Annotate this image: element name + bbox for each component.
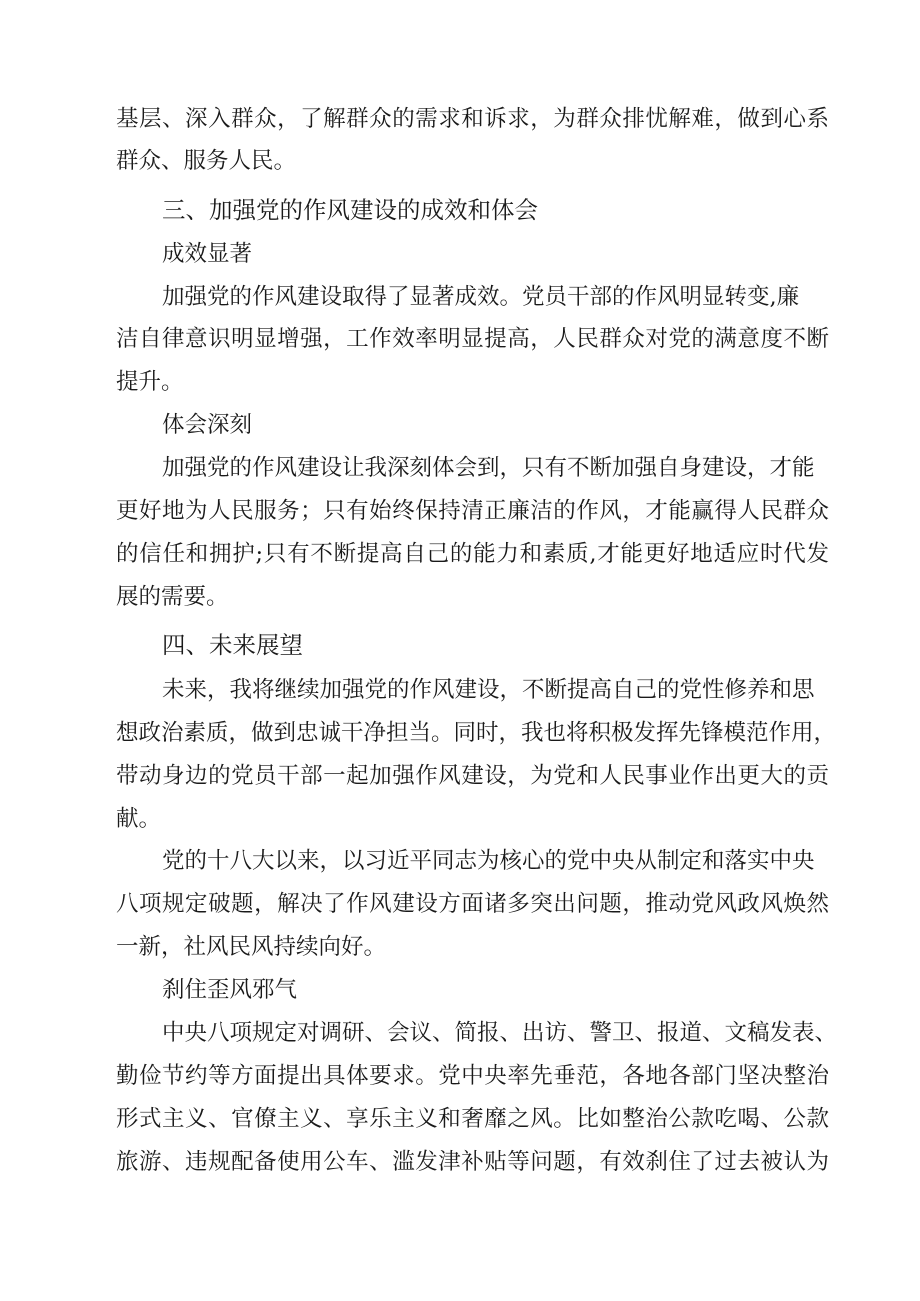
section-heading: 四、未来展望: [162, 631, 303, 659]
text-line: 群众、服务人民。: [116, 148, 297, 174]
section-heading: 三、加强党的作风建设的成效和体会: [162, 196, 538, 224]
text-line: 一新，社风民风持续向好。: [116, 934, 387, 960]
text-line: 党的十八大以来，以习近平同志为核心的党中央从制定和落实中央: [162, 848, 815, 874]
text-line: 想政治素质，做到忠诚干净担当。同时，我也将积极发挥先锋模范作用，: [116, 720, 837, 746]
text-line: 旅游、违规配备使用公车、滥发津补贴等问题，有效刹住了过去被认为: [116, 1149, 829, 1175]
text-line: 中央八项规定对调研、会议、简报、出访、警卫、报道、文稿发表、: [162, 1020, 838, 1046]
text-line: 献。: [116, 806, 162, 832]
text-line: 基层、深入群众，了解群众的需求和诉求，为群众排忧解难，做到心系: [116, 106, 829, 132]
text-line: 更好地为人民服务；只有始终保持清正廉洁的作风，才能赢得人民群众: [116, 498, 829, 524]
text-line: 未来，我将继续加强党的作风建设，不断提高自己的党性修养和思: [162, 677, 815, 703]
text-line: 的信任和拥护;只有不断提高自己的能力和素质,才能更好地适应时代发: [116, 541, 829, 567]
text-line: 提升。: [116, 369, 184, 395]
subheading: 成效显著: [162, 241, 253, 267]
text-line: 勤俭节约等方面提出具体要求。党中央率先垂范，各地各部门坚决整治: [116, 1063, 829, 1089]
text-line: 带动身边的党员干部一起加强作风建设，为党和人民事业作出更大的贡: [116, 763, 829, 789]
text-line: 洁自律意识明显增强，工作效率明显提高，人民群众对党的满意度不断: [116, 326, 829, 352]
text-line: 展的需要。: [116, 584, 229, 610]
text-line: 加强党的作风建设取得了显著成效。党员干部的作风明显转变,廉: [162, 284, 800, 310]
text-line: 形式主义、官僚主义、享乐主义和奢靡之风。比如整治公款吃喝、公款: [116, 1106, 829, 1132]
subheading: 体会深刻: [162, 412, 253, 438]
text-line: 八项规定破题，解决了作风建设方面诸多突出问题，推动党风政风焕然: [116, 891, 829, 917]
subheading: 刹住歪风邪气: [162, 977, 298, 1003]
text-line: 加强党的作风建设让我深刻体会到，只有不断加强自身建设，才能: [162, 455, 815, 481]
